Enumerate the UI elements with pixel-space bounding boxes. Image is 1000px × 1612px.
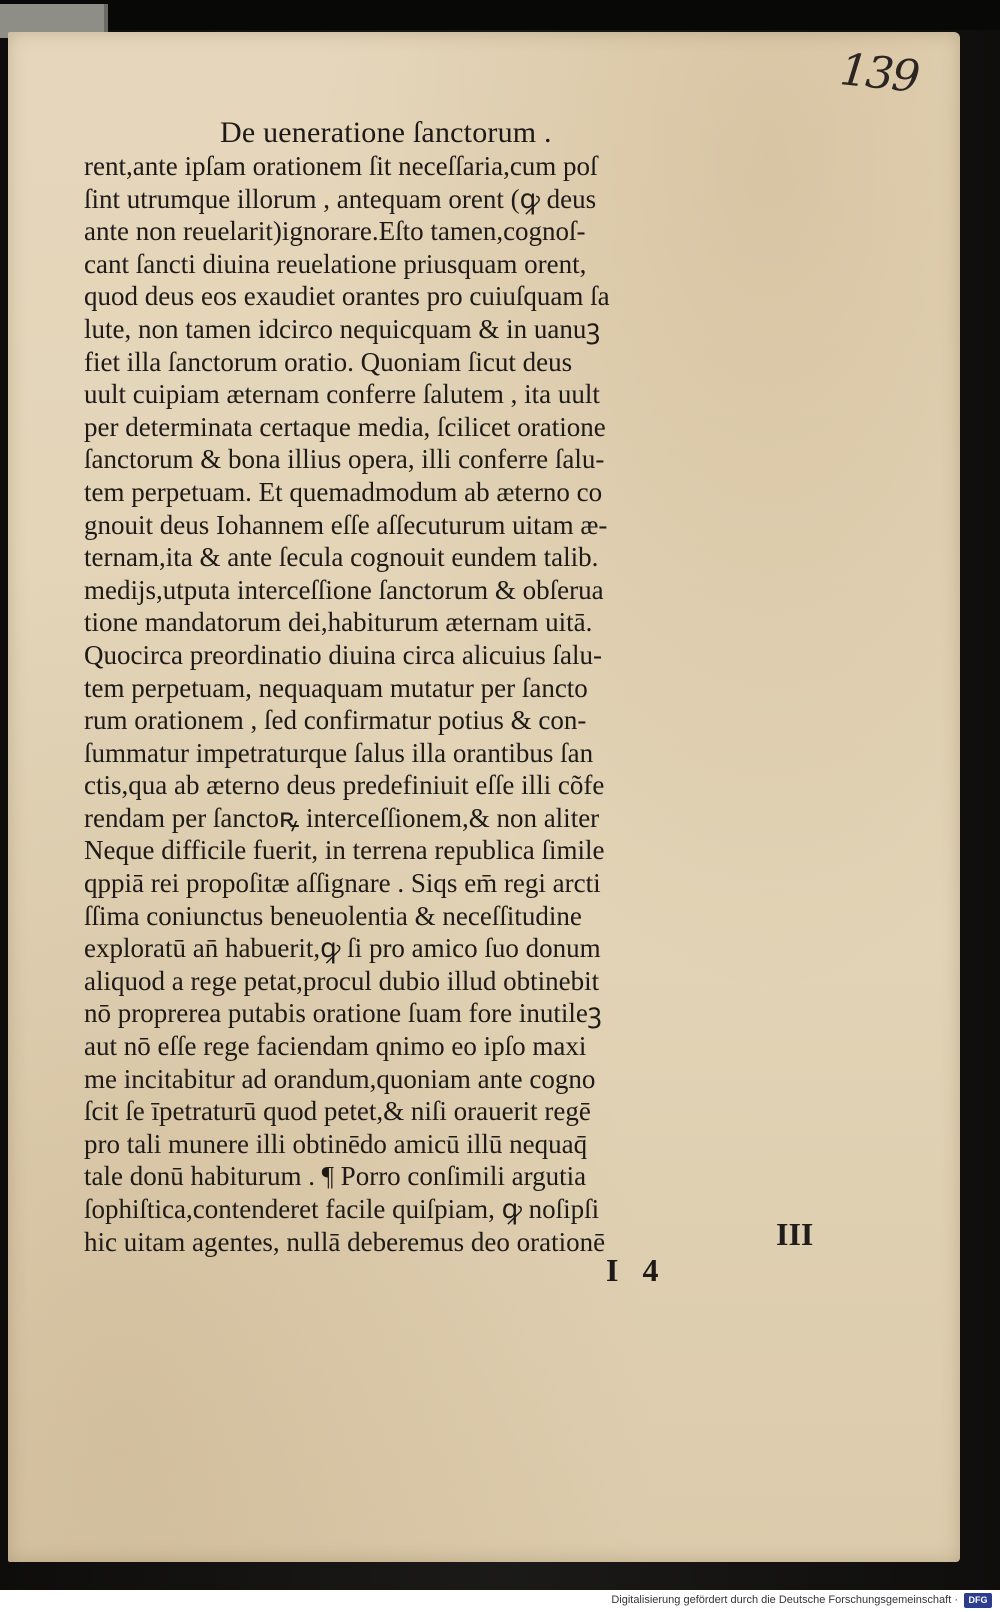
signature-mark: I 4 <box>606 1252 667 1288</box>
text-line: ſummatur impetraturque ſalus illa orantibus ſan <box>84 737 594 768</box>
text-line: hic uitam agentes, nullā deberemus deo orationē <box>84 1226 606 1257</box>
text-line: rendam per ſanctoꝶ interceſſionem,& non aliter <box>84 802 600 833</box>
text-line: ternam,ita & ante ſecula cognouit eundem talib. <box>84 542 599 573</box>
text-line: per determinata certaque media, ſcilicet oratione <box>84 411 606 442</box>
text-line: ſint utrumque illorum , antequam orent (ꝙ deus <box>84 183 597 214</box>
text-line: tione mandatorum dei,habiturum æternam uitā. <box>84 607 593 638</box>
running-head: De ueneratione ſanctorum . <box>220 116 552 149</box>
text-line: nō proprerea putabis oratione ſuam fore inutileꝫ <box>84 998 602 1029</box>
text-line: fiet illa ſanctorum oratio. Quoniam ſicut deus <box>84 346 573 377</box>
text-line: tem perpetuam, nequaquam mutatur per ſancto <box>84 672 588 703</box>
footer-credit: Digitalisierung gefördert durch die Deutsche Forschungsgemeinschaft · <box>611 1594 958 1606</box>
text-line: ante non reuelarit)ignorare.Eſto tamen,cognoſ- <box>84 216 586 247</box>
text-line: aut nō eſſe rege faciendam qnimo eo ipſo maxi <box>84 1031 587 1062</box>
text-line: ſophiſtica,contenderet facile quiſpiam, ꝙ noſipſi <box>84 1194 600 1224</box>
text-line: exploratū an̄ habuerit,ꝙ ſi pro amico ſuo donum <box>84 933 601 964</box>
text-line: pro tali munere illi obtinēdo amicū illū nequaq̄ <box>84 1128 588 1159</box>
text-line: Quocirca preordinatio diuina circa alicuius ſalu- <box>84 639 603 670</box>
text-line: gnouit deus Iohannem eſſe aſſecuturum uitam æ- <box>84 509 608 540</box>
text-line: medijs,utputa interceſſione ſanctorum & obſerua <box>84 574 604 605</box>
text-line: tem perpetuam. Et quemadmodum ab æterno co <box>84 476 603 507</box>
folio-number: 139 <box>837 44 921 103</box>
text-line: cant ſancti diuina reuelatione priusquam orent, <box>84 248 587 279</box>
text-line: ſanctorum & bona illius opera, illi conferre ſalu- <box>84 444 605 475</box>
text-block <box>84 150 774 1258</box>
text-line: qppiā rei propoſitæ aſſignare . Siqs em̄ regi arcti <box>84 868 601 899</box>
text-line: Neque difficile fuerit, in terrena republica ſimile <box>84 835 605 866</box>
text-line: ſſima coniunctus beneuolentia & neceſſitudine <box>84 900 582 931</box>
text-line: rent,ante ipſam orationem ſit neceſſaria,cum poſ <box>84 151 598 181</box>
text-line: me incitabitur ad orandum,quoniam ante cogno <box>84 1063 596 1094</box>
text-line: quod deus eos exaudiet orantes pro cuiuſquam ſa <box>84 281 610 312</box>
text-line: ſcit ſe īpetraturū quod petet,& niſi orauerit regē <box>84 1096 591 1127</box>
text-line: uult cuipiam æternam conferre ſalutem , ita uult <box>84 379 600 410</box>
text-line: tale donū habiturum . ¶ Porro conſimili argutia <box>84 1161 587 1192</box>
footer-bar <box>0 1590 1000 1612</box>
dfg-logo: DFG <box>964 1593 992 1608</box>
marginal-note: III <box>776 1216 814 1252</box>
text-line: aliquod a rege petat,procul dubio illud obtinebit <box>84 965 600 996</box>
text-line: rum orationem , ſed confirmatur potius & con- <box>84 705 587 736</box>
text-line: lute, non tamen idcirco nequicquam & in uanuꝫ <box>84 313 601 344</box>
text-line: ctis,qua ab æterno deus predefiniuit eſſe illi cõfe <box>84 770 605 801</box>
scanner-top-edge <box>0 0 1000 30</box>
